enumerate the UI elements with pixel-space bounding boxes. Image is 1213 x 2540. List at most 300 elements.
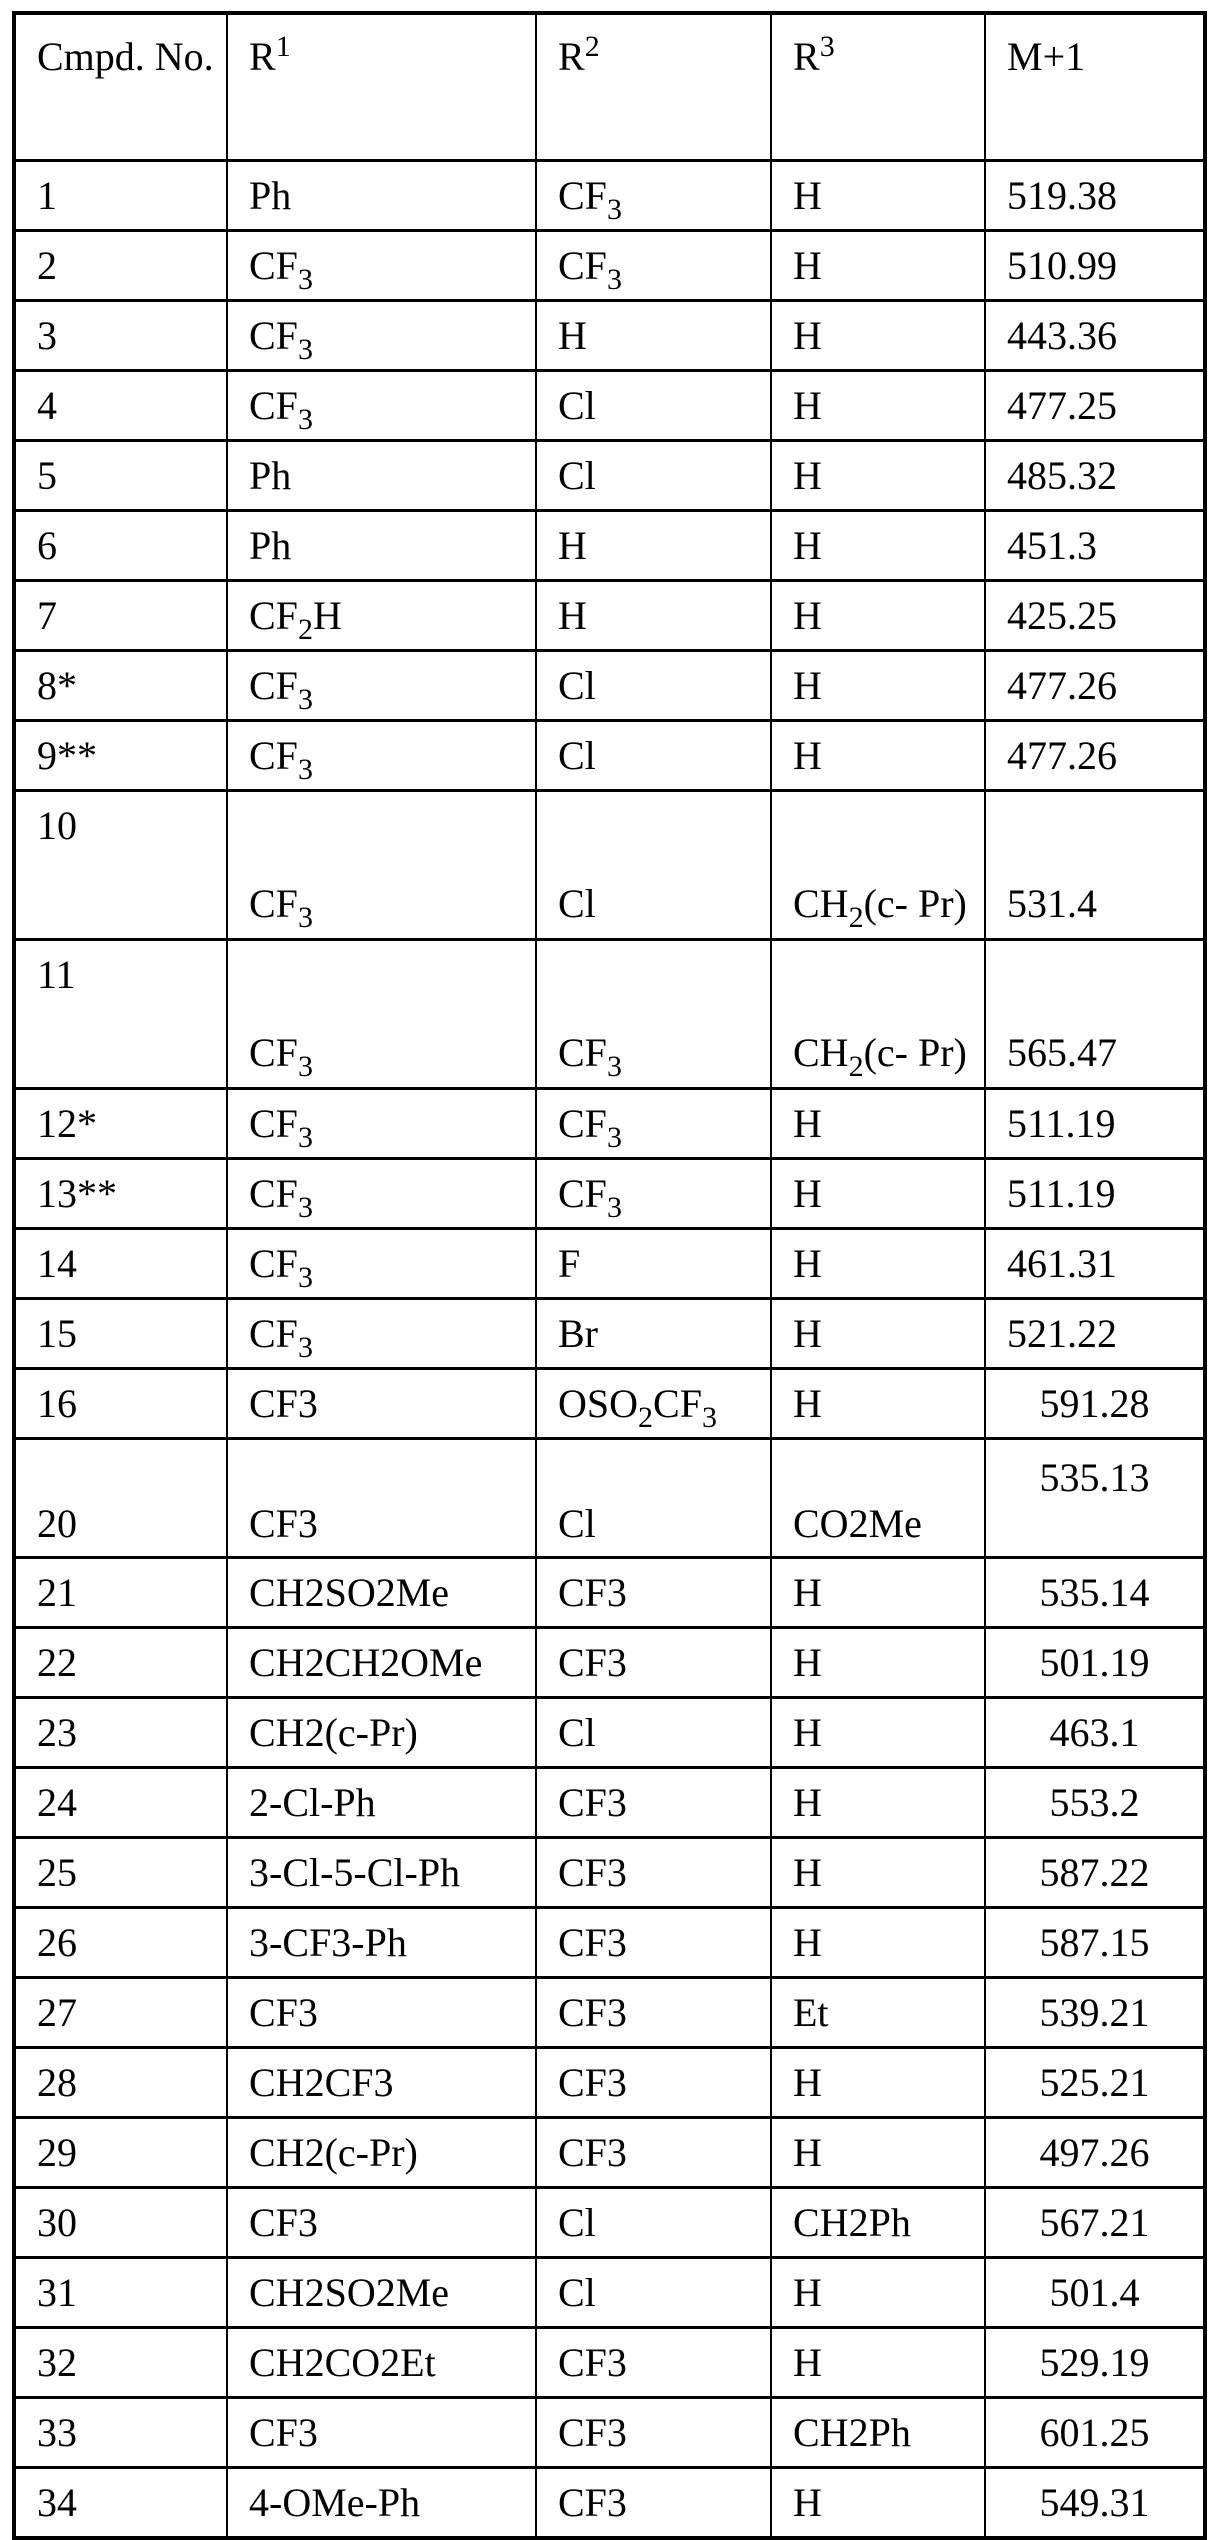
cell-text: CF (653, 1381, 702, 1426)
cell-r2 (536, 1299, 771, 1369)
table-row (14, 2188, 1205, 2258)
cell-m-plus-1 (985, 161, 1205, 231)
cell-r2 (536, 1558, 771, 1628)
cell-text: H (558, 523, 587, 568)
cell-text: Ph (249, 453, 291, 498)
cell-text: CF (249, 383, 298, 428)
cell-r3 (771, 2188, 985, 2258)
table-body (14, 13, 1205, 2538)
subscript: 3 (702, 1401, 717, 1434)
cell-m-plus-1 (985, 2118, 1205, 2188)
table-row (14, 940, 1205, 1089)
cell-r3 (771, 581, 985, 651)
cell-r2 (536, 1698, 771, 1768)
cell-compound-number (14, 1768, 227, 1838)
subscript: 3 (298, 901, 313, 934)
cell-text: CF3 (558, 1640, 627, 1685)
cell-text: CF (249, 243, 298, 288)
table-row (14, 441, 1205, 511)
cell-r3 (771, 1369, 985, 1439)
cell-text: CH2CO2Et (249, 2340, 436, 2385)
cell-compound-number (14, 301, 227, 371)
cell-r3 (771, 371, 985, 441)
cell-r2 (536, 1768, 771, 1838)
cell-r1 (227, 1768, 536, 1838)
cell-text: 32 (37, 2340, 77, 2385)
cell-text: CF (558, 1171, 607, 1216)
cell-text: 485.32 (1007, 453, 1117, 498)
cell-text: CF (249, 663, 298, 708)
table-row (14, 2048, 1205, 2118)
cell-text: CH2CF3 (249, 2060, 394, 2105)
cell-m-plus-1 (985, 581, 1205, 651)
cell-text: 497.26 (1040, 2130, 1150, 2175)
cell-text: 535.14 (1040, 1570, 1150, 1615)
cell-r1 (227, 2188, 536, 2258)
cell-compound-number (14, 1628, 227, 1698)
cell-text: 461.31 (1007, 1241, 1117, 1286)
cell-text: 477.25 (1007, 383, 1117, 428)
cell-r2 (536, 2188, 771, 2258)
cell-text: 25 (37, 1850, 77, 1895)
cell-text: H (558, 313, 587, 358)
cell-text: H (313, 593, 342, 638)
cell-text: CF3 (558, 1850, 627, 1895)
cell-text: 10 (37, 803, 77, 848)
cell-r1 (227, 161, 536, 231)
cell-text: R (558, 34, 585, 79)
subscript: 2 (638, 1401, 653, 1434)
cell-r3 (771, 1299, 985, 1369)
cell-r1 (227, 1978, 536, 2048)
cell-r1 (227, 2398, 536, 2468)
table-row (14, 1439, 1205, 1558)
cell-r3 (771, 441, 985, 511)
cell-text: Ph (249, 523, 291, 568)
cell-text: 2-Cl-Ph (249, 1780, 376, 1825)
cell-r3 (771, 1768, 985, 1838)
cell-r1 (227, 1838, 536, 1908)
table-row (14, 371, 1205, 441)
cell-text: CH2(c-Pr) (249, 1710, 418, 1755)
cell-r1 (227, 301, 536, 371)
cell-text: OSO (558, 1381, 638, 1426)
cell-text: CF (249, 1171, 298, 1216)
cell-compound-number (14, 651, 227, 721)
cell-r1 (227, 2468, 536, 2539)
cell-text: H (793, 733, 822, 778)
cell-text: Cl (558, 2200, 596, 2245)
cell-m-plus-1 (985, 441, 1205, 511)
cell-text: 4-OMe-Ph (249, 2480, 420, 2525)
table-row (14, 1628, 1205, 1698)
subscript: 2 (849, 901, 864, 934)
cell-text: 12* (37, 1101, 97, 1146)
cell-text: 24 (37, 1780, 77, 1825)
cell-text: 451.3 (1007, 523, 1097, 568)
cell-text: CF3 (249, 1990, 318, 2035)
cell-r2 (536, 1159, 771, 1229)
cell-text: 33 (37, 2410, 77, 2455)
superscript: 2 (585, 30, 600, 63)
cell-text: 34 (37, 2480, 77, 2525)
cell-text: 443.36 (1007, 313, 1117, 358)
cell-text: 29 (37, 2130, 77, 2175)
superscript: 3 (820, 30, 835, 63)
cell-text: CF (558, 243, 607, 288)
cell-text: CF3 (249, 2410, 318, 2455)
subscript: 3 (298, 1261, 313, 1294)
cell-m-plus-1 (985, 1698, 1205, 1768)
cell-text: H (793, 2340, 822, 2385)
cell-compound-number (14, 2258, 227, 2328)
cell-text: H (793, 2130, 822, 2175)
cell-text: Cl (558, 1710, 596, 1755)
subscript: 3 (607, 1121, 622, 1154)
cell-r3 (771, 2328, 985, 2398)
cell-r3 (771, 1698, 985, 1768)
cell-text: H (793, 1640, 822, 1685)
cell-r2 (536, 2328, 771, 2398)
cell-text: H (793, 1850, 822, 1895)
cell-text: H (793, 523, 822, 568)
cell-text: H (793, 1920, 822, 1965)
cell-text: 16 (37, 1381, 77, 1426)
cell-text: CF3 (558, 2480, 627, 2525)
cell-compound-number (14, 581, 227, 651)
cell-text: 6 (37, 523, 57, 568)
cell-r3 (771, 1159, 985, 1229)
cell-r1 (227, 441, 536, 511)
cell-text: 21 (37, 1570, 77, 1615)
cell-text: 587.22 (1040, 1850, 1150, 1895)
cell-compound-number (14, 1978, 227, 2048)
cell-text: CH2Ph (793, 2200, 911, 2245)
cell-text: CF (558, 173, 607, 218)
cell-text: H (793, 663, 822, 708)
cell-compound-number (14, 1229, 227, 1299)
cell-text: 3-Cl-5-Cl-Ph (249, 1850, 460, 1895)
subscript: 3 (607, 263, 622, 296)
cell-r3 (771, 721, 985, 791)
cell-r1 (227, 1159, 536, 1229)
cell-r2 (536, 2258, 771, 2328)
subscript: 3 (298, 683, 313, 716)
cell-text: 553.2 (1050, 1780, 1140, 1825)
cell-compound-number (14, 1908, 227, 1978)
cell-text: 3 (37, 313, 57, 358)
cell-m-plus-1 (985, 2048, 1205, 2118)
cell-text: H (793, 1241, 822, 1286)
cell-m-plus-1 (985, 511, 1205, 581)
cell-r3 (771, 2258, 985, 2328)
cell-r2 (536, 161, 771, 231)
cell-r3 (771, 1089, 985, 1159)
cell-text: 23 (37, 1710, 77, 1755)
cell-compound-number (14, 2468, 227, 2539)
cell-text: CH (793, 1030, 849, 1075)
cell-text: 26 (37, 1920, 77, 1965)
cell-m-plus-1 (985, 1768, 1205, 1838)
cell-compound-number (14, 2328, 227, 2398)
cell-r1 (227, 2048, 536, 2118)
cell-compound-number (14, 940, 227, 1089)
cell-r1 (227, 1439, 536, 1558)
cell-text: CF (249, 313, 298, 358)
cell-m-plus-1 (985, 1908, 1205, 1978)
cell-text: 425.25 (1007, 593, 1117, 638)
cell-text: 539.21 (1040, 1990, 1150, 2035)
cell-text: 535.13 (1040, 1455, 1150, 1500)
cell-compound-number (14, 231, 227, 301)
cell-text: CF (249, 593, 298, 638)
cell-m-plus-1 (985, 651, 1205, 721)
cell-text: Cl (558, 733, 596, 778)
cell-m-plus-1 (985, 1159, 1205, 1229)
cell-text: 511.19 (1007, 1101, 1116, 1146)
cell-compound-number (14, 1299, 227, 1369)
cell-text: Cmpd. No. (37, 34, 214, 79)
cell-text: CH2SO2Me (249, 1570, 449, 1615)
cell-text: 20 (37, 1501, 77, 1546)
cell-text: CF (249, 733, 298, 778)
cell-text: M+1 (1007, 34, 1085, 79)
subscript: 2 (298, 613, 313, 646)
subscript: 3 (298, 1331, 313, 1364)
cell-text: 13** (37, 1171, 117, 1216)
header-row (14, 13, 1205, 161)
cell-compound-number (14, 1558, 227, 1628)
cell-m-plus-1 (985, 1299, 1205, 1369)
cell-text: 22 (37, 1640, 77, 1685)
cell-compound-number (14, 721, 227, 791)
cell-r1 (227, 940, 536, 1089)
table-row (14, 1229, 1205, 1299)
cell-text: H (793, 1710, 822, 1755)
cell-text: CF3 (558, 1920, 627, 1965)
cell-r1 (227, 2258, 536, 2328)
cell-m-plus-1 (985, 301, 1205, 371)
cell-text: H (793, 2060, 822, 2105)
subscript: 3 (298, 1191, 313, 1224)
cell-text: H (558, 593, 587, 638)
cell-r1 (227, 1229, 536, 1299)
cell-r2 (536, 2118, 771, 2188)
cell-text: CF (249, 1241, 298, 1286)
cell-text: CF3 (249, 2200, 318, 2245)
cell-r1 (227, 231, 536, 301)
cell-text: Cl (558, 881, 596, 926)
cell-text: F (558, 1241, 580, 1286)
cell-text: 511.19 (1007, 1171, 1116, 1216)
cell-r1 (227, 791, 536, 940)
cell-text: Br (558, 1311, 598, 1356)
cell-r2 (536, 301, 771, 371)
cell-r3 (771, 2398, 985, 2468)
cell-r1 (227, 721, 536, 791)
cell-r3 (771, 940, 985, 1089)
cell-r2 (536, 581, 771, 651)
cell-r2 (536, 791, 771, 940)
cell-text: 28 (37, 2060, 77, 2105)
cell-text: CF3 (558, 2410, 627, 2455)
subscript: 3 (298, 403, 313, 436)
cell-text: 519.38 (1007, 173, 1117, 218)
cell-m-plus-1 (985, 2328, 1205, 2398)
cell-r3 (771, 1628, 985, 1698)
cell-r2 (536, 371, 771, 441)
cell-text: H (793, 1381, 822, 1426)
cell-m-plus-1 (985, 1558, 1205, 1628)
cell-text: CF3 (249, 1501, 318, 1546)
cell-m-plus-1 (985, 1628, 1205, 1698)
cell-text: 587.15 (1040, 1920, 1150, 1965)
cell-text: 31 (37, 2270, 77, 2315)
table-row (14, 1369, 1205, 1439)
cell-text: CF3 (558, 1570, 627, 1615)
table-row (14, 1089, 1205, 1159)
cell-compound-number (14, 1838, 227, 1908)
subscript: 3 (298, 263, 313, 296)
cell-text: 30 (37, 2200, 77, 2245)
cell-text: Ph (249, 173, 291, 218)
cell-compound-number (14, 2118, 227, 2188)
subscript: 3 (298, 1050, 313, 1083)
table-row (14, 2398, 1205, 2468)
cell-r1 (227, 2328, 536, 2398)
cell-text: 567.21 (1040, 2200, 1150, 2245)
cell-text: CF3 (249, 1381, 318, 1426)
table-row (14, 1838, 1205, 1908)
cell-text: Cl (558, 453, 596, 498)
cell-r2 (536, 1439, 771, 1558)
cell-r2 (536, 231, 771, 301)
subscript: 3 (298, 333, 313, 366)
cell-compound-number (14, 1159, 227, 1229)
cell-r3 (771, 2468, 985, 2539)
cell-r3 (771, 651, 985, 721)
cell-r2 (536, 511, 771, 581)
cell-text: 521.22 (1007, 1311, 1117, 1356)
table-row (14, 791, 1205, 940)
subscript: 2 (849, 1050, 864, 1083)
cell-text: CF3 (558, 1990, 627, 2035)
cell-text: 14 (37, 1241, 77, 1286)
cell-text: H (793, 243, 822, 288)
cell-compound-number (14, 511, 227, 581)
cell-text: H (793, 383, 822, 428)
cell-m-plus-1 (985, 1439, 1205, 1558)
header-r1 (227, 13, 536, 161)
cell-text: CF (249, 1030, 298, 1075)
cell-r1 (227, 1908, 536, 1978)
cell-compound-number (14, 1439, 227, 1558)
cell-text: 7 (37, 593, 57, 638)
cell-r1 (227, 371, 536, 441)
cell-r1 (227, 581, 536, 651)
cell-text: CO2Me (793, 1501, 922, 1546)
cell-m-plus-1 (985, 371, 1205, 441)
cell-r2 (536, 1229, 771, 1299)
cell-text: Cl (558, 1501, 596, 1546)
subscript: 3 (607, 193, 622, 226)
cell-r3 (771, 1558, 985, 1628)
cell-r2 (536, 1089, 771, 1159)
cell-r3 (771, 231, 985, 301)
cell-text: Et (793, 1990, 829, 2035)
cell-text: 5 (37, 453, 57, 498)
table-row (14, 2118, 1205, 2188)
subscript: 3 (607, 1050, 622, 1083)
cell-r2 (536, 1369, 771, 1439)
cell-r2 (536, 1978, 771, 2048)
cell-r3 (771, 1439, 985, 1558)
table-row (14, 581, 1205, 651)
cell-text: Cl (558, 383, 596, 428)
subscript: 3 (607, 1191, 622, 1224)
cell-m-plus-1 (985, 1369, 1205, 1439)
cell-m-plus-1 (985, 1978, 1205, 2048)
header-compound-number (14, 13, 227, 161)
cell-text: R (793, 34, 820, 79)
cell-compound-number (14, 1089, 227, 1159)
table-row (14, 2328, 1205, 2398)
cell-m-plus-1 (985, 2258, 1205, 2328)
cell-text: CF3 (558, 2340, 627, 2385)
cell-text: H (793, 1570, 822, 1615)
cell-text: CH2Ph (793, 2410, 911, 2455)
cell-text: CF (249, 881, 298, 926)
table-row (14, 1558, 1205, 1628)
cell-text: 8* (37, 663, 77, 708)
cell-r2 (536, 940, 771, 1089)
cell-text: CF (249, 1311, 298, 1356)
cell-text: (c- Pr) (864, 1030, 967, 1075)
cell-text: H (793, 2480, 822, 2525)
cell-r3 (771, 161, 985, 231)
table-row (14, 231, 1205, 301)
cell-compound-number (14, 2188, 227, 2258)
cell-text: 11 (37, 952, 76, 997)
cell-r3 (771, 1978, 985, 2048)
cell-text: H (793, 453, 822, 498)
cell-r1 (227, 511, 536, 581)
cell-r3 (771, 1838, 985, 1908)
cell-text: 591.28 (1040, 1381, 1150, 1426)
cell-text: 477.26 (1007, 733, 1117, 778)
cell-r2 (536, 1908, 771, 1978)
cell-text: 2 (37, 243, 57, 288)
cell-text: 463.1 (1050, 1710, 1140, 1755)
cell-text: 1 (37, 173, 57, 218)
cell-text: H (793, 2270, 822, 2315)
cell-text: H (793, 1311, 822, 1356)
cell-text: H (793, 593, 822, 638)
cell-text: H (793, 1101, 822, 1146)
cell-text: H (793, 1780, 822, 1825)
cell-text: Cl (558, 663, 596, 708)
cell-text: 501.19 (1040, 1640, 1150, 1685)
cell-text: Cl (558, 2270, 596, 2315)
cell-m-plus-1 (985, 2188, 1205, 2258)
table-row (14, 1978, 1205, 2048)
table-row (14, 1299, 1205, 1369)
cell-m-plus-1 (985, 721, 1205, 791)
table-row (14, 1908, 1205, 1978)
cell-text: CF3 (558, 2130, 627, 2175)
cell-m-plus-1 (985, 231, 1205, 301)
cell-text: 510.99 (1007, 243, 1117, 288)
